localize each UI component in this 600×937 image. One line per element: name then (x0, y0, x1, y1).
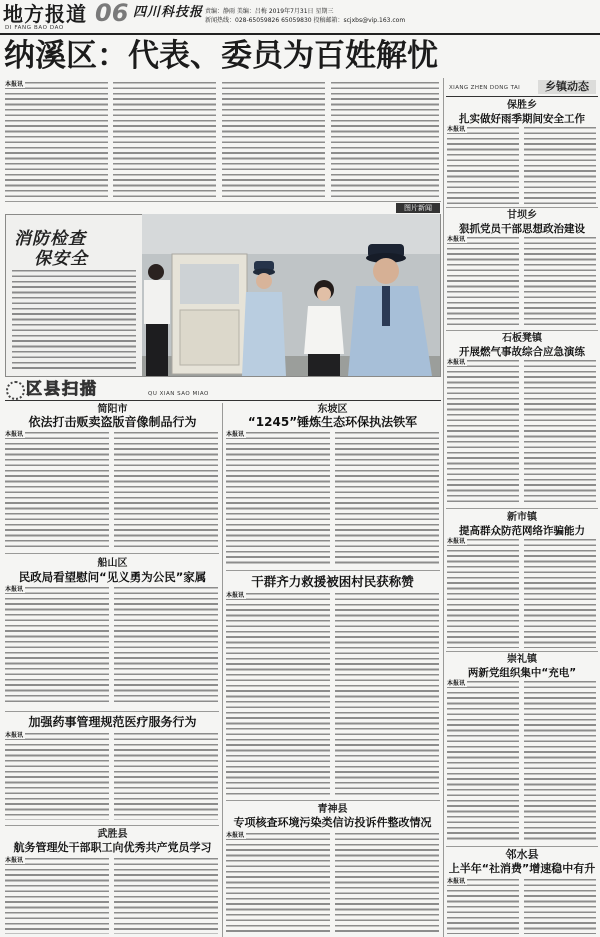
article-separator (5, 711, 219, 712)
article-headline: 干群齐力救援被困村民获称赞 (251, 574, 414, 589)
article-headline: 开展燃气事故综合应急演练 (459, 346, 585, 358)
page-number: 06 (95, 0, 129, 27)
article-body-text (447, 360, 519, 505)
article-place: 青神县 (317, 804, 348, 815)
article-body-text (5, 432, 109, 548)
equipment-cabinet (172, 254, 247, 374)
article-separator (446, 330, 598, 331)
article-body-text (447, 539, 519, 648)
article-place: 甘坝乡 (507, 210, 537, 221)
article-place: 石板凳镇 (502, 333, 542, 344)
column-rule (443, 78, 444, 937)
article-place: 东坡区 (317, 404, 348, 415)
lead-marker: 本报讯 (226, 431, 245, 438)
article-body-text (226, 593, 330, 796)
paper-logo: 四川科技报 (133, 5, 204, 20)
photo-person-left (144, 264, 170, 376)
article-body-text (524, 360, 596, 505)
township-news-rule (446, 96, 598, 97)
lead-headline: 纳溪区：代表、委员为百姓解忧 (4, 38, 438, 74)
article-place: 邻水县 (505, 848, 539, 861)
lead-marker: 本报讯 (447, 126, 466, 133)
article-place: 船山区 (97, 558, 128, 569)
article-headline: 上半年“社消费”增速稳中有升 (448, 862, 596, 875)
article-body-text (524, 681, 596, 843)
article-headline: 航务管理处干部职工向优秀共产党员学习 (13, 841, 212, 854)
article-body-text (524, 539, 596, 648)
article-body-text (524, 237, 596, 327)
county-scan-pinyin: QU XIAN SAO MIAO (148, 391, 209, 397)
lead-marker: 本报讯 (447, 680, 466, 687)
lead-marker: 本报讯 (5, 857, 24, 864)
article-body-text (114, 587, 218, 706)
county-scan-rule (5, 400, 441, 401)
article-headline: 专项核查环境污染类信访投诉件整改情况 (233, 816, 432, 829)
article-separator (5, 553, 219, 554)
article-separator (226, 570, 440, 571)
article-headline: 依法打击贩卖盗版音像制品行为 (28, 415, 197, 429)
article-separator (446, 846, 598, 847)
article-body-text (226, 833, 330, 934)
article-body-text (331, 82, 439, 198)
article-separator (446, 651, 598, 652)
lead-marker: 本报讯 (5, 586, 24, 593)
lead-marker: 本报讯 (447, 538, 466, 545)
article-body-text (114, 733, 218, 820)
lead-marker: 本报讯 (5, 81, 24, 88)
article-body-text (5, 82, 108, 198)
article-place: 新市镇 (507, 512, 537, 523)
article-body-text (447, 681, 519, 843)
article-headline: 扎实做好雨季期间安全工作 (459, 113, 585, 125)
photo-news-label: 图片新闻 (396, 203, 440, 213)
article-body-text (447, 127, 519, 204)
article-body-text (5, 733, 109, 820)
photo-caption-text (12, 270, 136, 370)
township-news-pinyin: XIANG ZHEN DONG TAI (449, 85, 521, 91)
article-body-text (5, 858, 109, 934)
fire-inspection-photo (142, 214, 440, 376)
township-news-title: 乡镇动态 (538, 80, 596, 94)
article-body-text (447, 237, 519, 327)
photo-news-title-line1: 消防检查 (14, 229, 86, 249)
article-body-text (114, 858, 218, 934)
article-body-text (114, 432, 218, 548)
article-place: 简阳市 (97, 404, 128, 415)
article-body-text (222, 82, 325, 198)
editors-line: 责编：静雨 美编：吕梅 2019年7月31日 星期三 (205, 8, 334, 15)
article-separator (446, 508, 598, 509)
lead-marker: 本报讯 (5, 431, 24, 438)
lead-marker: 本报讯 (447, 359, 466, 366)
county-scan-emblem (6, 381, 25, 400)
article-separator (226, 800, 440, 801)
lead-marker: 本报讯 (447, 878, 466, 885)
article-separator (5, 825, 219, 826)
county-scan-title: 区县扫描 (26, 379, 99, 398)
article-headline: 民政局看望慰问“见义勇为公民”家属 (18, 570, 207, 584)
article-separator (446, 207, 598, 208)
section-pinyin: DI FANG BAO DAO (5, 25, 64, 31)
article-body-text (113, 82, 216, 198)
article-place: 崇礼镇 (507, 654, 537, 665)
lead-marker: 本报讯 (447, 236, 466, 243)
article-body-text (335, 833, 439, 934)
article-body-text (5, 587, 109, 706)
section-title: 地方报道 (3, 2, 87, 26)
lead-marker: 本报讯 (226, 832, 245, 839)
article-headline: 狠抓党员干部思想政治建设 (459, 223, 585, 235)
article-place: 武胜县 (97, 829, 128, 840)
article-body-text (447, 879, 519, 934)
lead-marker: 本报讯 (5, 732, 24, 739)
article-body-text (226, 432, 330, 566)
article-body-text (524, 127, 596, 204)
column-rule (222, 403, 223, 937)
article-place: 保胜乡 (507, 100, 537, 111)
photo-news-title-line2: 保安全 (34, 249, 88, 269)
lead-marker: 本报讯 (226, 592, 245, 599)
article-headline: 提高群众防范网络诈骗能力 (459, 525, 585, 537)
article-headline: 两新党组织集中“充电” (467, 667, 577, 679)
article-body-text (335, 593, 439, 796)
article-headline: “1245”锤炼生态环保执法铁军 (247, 415, 418, 429)
article-body-text (335, 432, 439, 566)
contact-line: 新闻热线：028-65059826 65059830 投稿邮箱：scjxbs@vip.163.com (205, 17, 406, 24)
article-headline: 加强药事管理规范医疗服务行为 (28, 715, 197, 729)
section-rule (5, 201, 441, 202)
article-body-text (524, 879, 596, 934)
masthead-rule (0, 33, 600, 35)
